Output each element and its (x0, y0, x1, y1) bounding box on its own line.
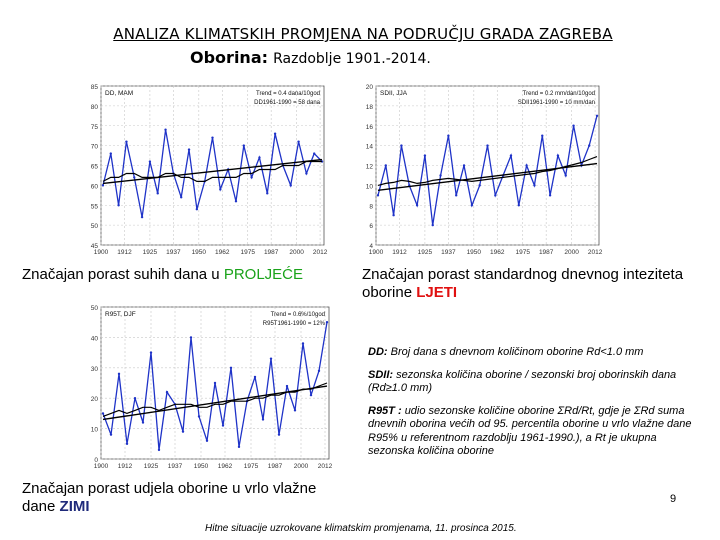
chart-r95t-winter (85, 303, 335, 471)
trend-label: Trend = 0.6%/10god (270, 312, 325, 318)
data-point (447, 134, 449, 136)
data-point (102, 412, 104, 414)
x-tick-label: 1950 (191, 249, 207, 256)
chart-sdii-summer (360, 82, 605, 257)
y-tick-label: 50 (90, 305, 98, 312)
definition-dd-text: Broj dana s dnevnom količinom oborine Rd<1.0 mm (390, 346, 644, 358)
y-tick-label: 4 (369, 243, 373, 250)
definition-dd (368, 346, 698, 360)
y-tick-label: 45 (90, 243, 98, 250)
data-point (180, 196, 182, 198)
y-tick-label: 10 (90, 426, 98, 434)
trend-label: Trend = 0.2 mm/dan/10god (522, 91, 595, 97)
x-tick-label: 1975 (243, 463, 259, 470)
y-tick-label: 60 (90, 183, 98, 191)
data-point (486, 144, 488, 146)
caption-summer (362, 266, 707, 302)
x-tick-label: 1900 (93, 463, 109, 470)
data-point (549, 194, 551, 196)
data-point (494, 194, 496, 196)
data-point (198, 415, 200, 417)
slide-title: ANALIZA KLIMATSKIH PROMJENA NA PODRUČJU GRADA ZAGREBA (113, 25, 613, 43)
data-point (164, 129, 166, 131)
data-point (238, 446, 240, 448)
data-point (286, 385, 288, 387)
x-tick-label: 1975 (515, 249, 530, 256)
data-point (596, 115, 598, 117)
x-tick-label: 1975 (240, 249, 255, 256)
data-point (318, 370, 320, 372)
data-point (150, 351, 152, 353)
data-point (471, 204, 473, 206)
data-point (541, 134, 543, 136)
data-point (211, 136, 213, 138)
definitions (368, 346, 698, 468)
data-point (266, 192, 268, 194)
definition-r95t (368, 405, 698, 459)
y-tick-label: 12 (365, 163, 373, 171)
data-point (274, 133, 276, 135)
slide-subtitle (190, 48, 431, 67)
legend-label: R95T, DJF (105, 311, 136, 318)
data-point (219, 188, 221, 190)
y-tick-label: 55 (90, 203, 98, 211)
chart-dd-svg (85, 82, 330, 257)
data-point (557, 154, 559, 156)
data-point (190, 336, 192, 338)
data-point (262, 418, 264, 420)
data-point (294, 409, 296, 411)
data-point (258, 156, 260, 158)
data-point (110, 433, 112, 435)
data-point (214, 382, 216, 384)
data-point (270, 357, 272, 359)
subtitle-lead: Oborina: (190, 48, 269, 67)
data-point (196, 208, 198, 210)
data-point (243, 144, 245, 146)
data-point (432, 224, 434, 226)
x-tick-label: 1987 (267, 463, 283, 470)
y-tick-label: 80 (90, 103, 98, 111)
data-point (478, 184, 480, 186)
y-tick-label: 65 (90, 163, 98, 171)
data-point (305, 172, 307, 174)
data-point (313, 152, 315, 154)
y-tick-label: 20 (90, 396, 98, 404)
data-point (230, 367, 232, 369)
data-point (572, 125, 574, 127)
y-tick-label: 40 (90, 335, 98, 343)
data-point (510, 154, 512, 156)
y-tick-label: 8 (369, 203, 373, 211)
y-tick-label: 30 (90, 365, 98, 373)
data-point (222, 424, 224, 426)
data-point (134, 397, 136, 399)
data-point (565, 174, 567, 176)
x-tick-label: 2000 (289, 249, 304, 256)
data-point (302, 342, 304, 344)
data-point (141, 216, 143, 218)
data-point (518, 204, 520, 206)
x-tick-label: 1937 (166, 249, 181, 256)
caption-spring-text: Značajan porast suhih dana u (22, 266, 224, 283)
definition-r95t-term: R95T : (368, 404, 402, 417)
data-point (254, 376, 256, 378)
y-tick-label: 14 (365, 143, 373, 151)
x-tick-label: 1900 (368, 249, 384, 256)
data-point (439, 174, 441, 176)
y-tick-label: 6 (369, 223, 373, 231)
x-tick-label: 1962 (490, 249, 505, 256)
data-point (188, 148, 190, 150)
caption-summer-text: Značajan porast standardnog dnevnog inteziteta oborine (362, 266, 684, 301)
data-point (310, 394, 312, 396)
caption-winter (22, 480, 352, 516)
y-tick-label: 10 (365, 183, 373, 191)
y-tick-label: 20 (365, 84, 373, 91)
x-tick-label: 1937 (441, 249, 456, 256)
y-tick-label: 0 (94, 457, 98, 464)
x-tick-label: 1962 (217, 463, 233, 470)
data-point (533, 184, 535, 186)
data-point (182, 430, 184, 432)
data-point (149, 160, 151, 162)
data-point (588, 144, 590, 146)
data-point (206, 440, 208, 442)
x-tick-label: 1912 (392, 249, 407, 256)
caption-winter-season: ZIMI (59, 498, 90, 515)
data-point (326, 321, 328, 323)
y-tick-label: 85 (90, 84, 98, 91)
data-point (400, 144, 402, 146)
data-point (102, 184, 104, 186)
y-tick-label: 75 (90, 123, 98, 131)
data-point (455, 194, 457, 196)
caption-spring-season: PROLJEĆE (223, 266, 304, 283)
reference-label: SDII1961-1990 = 10 mm/dan (517, 100, 595, 106)
data-point (142, 421, 144, 423)
data-point (297, 140, 299, 142)
data-point (118, 373, 120, 375)
x-tick-label: 1925 (417, 249, 433, 256)
data-point (126, 443, 128, 445)
data-point (250, 176, 252, 178)
data-point (166, 391, 168, 393)
y-tick-label: 50 (90, 223, 98, 231)
x-tick-label: 1900 (93, 249, 109, 256)
x-tick-label: 1950 (466, 249, 482, 256)
footer: Hitne situacije uzrokovane klimatskim promjenama, 11. prosinca 2015. (205, 523, 517, 534)
data-point (385, 164, 387, 166)
data-point (110, 152, 112, 154)
x-tick-label: 2012 (312, 249, 328, 256)
data-point (377, 194, 379, 196)
x-tick-label: 1937 (167, 463, 183, 470)
reference-label: R95T1961-1990 = 12% (262, 321, 325, 327)
data-point (133, 176, 135, 178)
x-tick-label: 1987 (538, 249, 554, 256)
data-point (392, 214, 394, 216)
definition-r95t-text: udio sezonske količine oborine ΣRd/Rt, gdje je ΣRd suma dnevnih oborina većih od 95. percentila oborine u vrlo vlažne dane R95% u referentnom razdoblju 1961-1990.), a Rt je ukupna sezonska količina oborine (368, 404, 692, 457)
y-tick-label: 16 (365, 123, 373, 131)
data-point (158, 449, 160, 451)
chart-sdii-svg (360, 82, 605, 257)
x-tick-label: 1962 (215, 249, 230, 256)
y-tick-label: 18 (365, 103, 373, 111)
data-point (125, 140, 127, 142)
reference-label: DD1961-1990 = 58 dana (254, 100, 320, 106)
x-tick-label: 1987 (263, 249, 279, 256)
definition-dd-term: DD: (368, 346, 388, 358)
data-point (157, 192, 159, 194)
chart-dd-spring (85, 82, 330, 257)
trend-label: Trend = 0.4 dana/10god (256, 91, 320, 97)
definition-sdii (368, 369, 698, 396)
data-point (424, 154, 426, 156)
chart-r95t-svg (85, 303, 335, 471)
caption-summer-season: LJETI (416, 284, 458, 301)
x-tick-label: 1912 (117, 249, 132, 256)
legend-label: DD, MAM (105, 90, 134, 97)
caption-winter-text: Značajan porast udjela oborine u vrlo vlažne dane (22, 480, 317, 515)
caption-spring (22, 266, 342, 284)
page-number: 9 (670, 493, 677, 505)
y-tick-label: 70 (90, 143, 98, 151)
x-tick-label: 2012 (587, 249, 603, 256)
x-tick-label: 2012 (317, 463, 333, 470)
data-point (117, 204, 119, 206)
x-tick-label: 2000 (564, 249, 579, 256)
legend-label: SDII, JJA (380, 90, 408, 97)
x-tick-label: 1925 (143, 463, 159, 470)
data-point (290, 184, 292, 186)
subtitle-period: Razdoblje 1901.-2014. (273, 51, 431, 67)
data-point (525, 164, 527, 166)
data-point (278, 433, 280, 435)
x-tick-label: 1950 (193, 463, 209, 470)
data-point (235, 200, 237, 202)
x-tick-label: 1912 (117, 463, 133, 470)
definition-sdii-text: sezonska količina oborine / sezonski broj oborinskih dana (Rd≥1.0 mm) (368, 368, 677, 394)
x-tick-label: 2000 (293, 463, 309, 470)
data-point (416, 204, 418, 206)
definition-sdii-term: SDII: (368, 368, 394, 381)
x-tick-label: 1925 (142, 249, 158, 256)
data-point (463, 164, 465, 166)
